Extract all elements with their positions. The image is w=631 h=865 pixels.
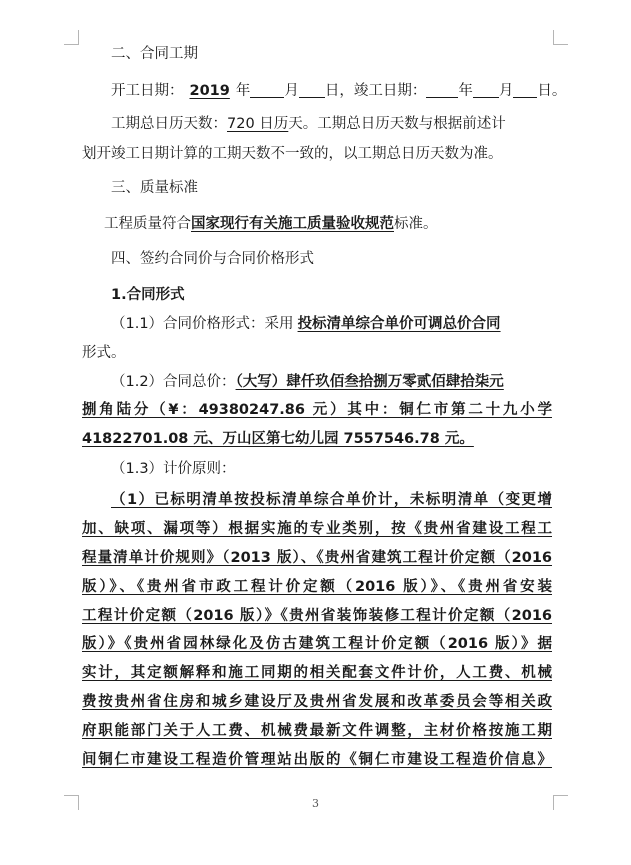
pricing-principle-line: 加、缺项、漏项等）根据实施的专业类别，按《贵州省建设工程工 bbox=[82, 521, 552, 537]
subheading-contract-form: 1.合同形式 bbox=[111, 287, 185, 303]
pricing-principle-line: 工程计价定额（2016 版）》《贵州省装饰装修工程计价定额（2016 bbox=[82, 608, 552, 624]
price-form-line bbox=[111, 314, 505, 334]
start-date-label: 开工日期： bbox=[111, 83, 184, 99]
start-end-date-line bbox=[111, 81, 566, 101]
page-number: 3 bbox=[312, 797, 319, 810]
pricing-principle-line: 版）》、《贵州省市政工程计价定额（2016 版）》、《贵州省安装 bbox=[82, 579, 552, 595]
pricing-principle-line: 间铜仁市建设工程造价管理站出版的《铜仁市建设工程造价信息》 bbox=[82, 752, 552, 768]
price-form-value: 投标清单综合单价可调总价合同 bbox=[297, 316, 501, 332]
pricing-principle-heading: （1.3）计价原则： bbox=[111, 461, 236, 477]
crop-mark-top-left bbox=[64, 30, 79, 45]
section-heading-price: 四、签约合同价与合同价格形式 bbox=[111, 251, 314, 267]
crop-mark-top-right bbox=[553, 30, 568, 45]
end-month-blank bbox=[473, 81, 499, 98]
month-label: 月 bbox=[284, 83, 299, 99]
year-label: 年 bbox=[235, 83, 251, 99]
start-year-value: 2019 bbox=[189, 83, 230, 99]
end-year-blank bbox=[426, 81, 458, 98]
total-days-text: 天。工期总日历天数与根据前述计 bbox=[288, 116, 506, 132]
section-heading-quality: 三、质量标准 bbox=[111, 180, 198, 196]
quality-prefix: 工程质量符合 bbox=[104, 216, 191, 232]
total-days-line bbox=[111, 114, 506, 134]
pricing-principle-line: 程量清单计价规则》（2013 版）、《贵州省建筑工程计价定额（2016 bbox=[82, 550, 552, 566]
quality-line bbox=[104, 214, 438, 234]
pricing-principle-line: 版）》《贵州省园林绿化及仿古建筑工程计价定额（2016 版）》据 bbox=[82, 636, 552, 652]
year-label-2: 年 bbox=[458, 83, 473, 99]
total-days-value: 720 日历 bbox=[227, 116, 289, 132]
month-label-2: 月 bbox=[498, 83, 514, 99]
pricing-principle-line: （1）已标明清单按投标清单综合单价计，未标明清单（变更增 bbox=[111, 492, 552, 508]
quality-suffix: 标准。 bbox=[394, 216, 438, 232]
total-price-prefix: （1.2）合同总价： bbox=[111, 374, 236, 390]
pricing-principle-line: 府职能部门关于人工费、机械费最新文件调整，主材价格按施工期 bbox=[82, 723, 552, 739]
total-price-value-1: （大写）肆仟玖佰叁拾捌万零贰佰肆拾柒元 bbox=[235, 374, 504, 390]
quality-value: 国家现行有关施工质量验收规范 bbox=[191, 216, 394, 232]
total-price-line bbox=[111, 372, 504, 392]
end-date-label: 竣工日期： bbox=[353, 83, 427, 99]
total-price-value-3: 41822701.08 元、万山区第七幼儿园 7557546.78 元。 bbox=[82, 431, 474, 447]
day-end-label: 日。 bbox=[537, 83, 567, 99]
price-form-line-2: 形式。 bbox=[82, 345, 126, 361]
pricing-principle-line: 费按贵州省住房和城乡建设厅及贵州省发展和改革委员会等相关政 bbox=[82, 694, 552, 710]
day-separator: 日， bbox=[324, 83, 354, 99]
end-day-blank bbox=[513, 81, 537, 98]
total-price-value-2: 捌角陆分（¥：49380247.86 元）其中：铜仁市第二十九小学 bbox=[82, 402, 552, 418]
start-day-blank bbox=[299, 81, 325, 98]
total-days-label: 工期总日历天数： bbox=[111, 116, 227, 132]
section-heading-duration: 二、合同工期 bbox=[111, 46, 198, 62]
pricing-principle-line: 实计，其定额解释和施工同期的相关配套文件计价，人工费、机械 bbox=[82, 665, 552, 681]
start-month-blank bbox=[250, 81, 284, 98]
total-days-line-2: 划开竣工日期计算的工期天数不一致的，以工期总日历天数为准。 bbox=[82, 146, 503, 162]
price-form-prefix: （1.1）合同价格形式：采用 bbox=[111, 316, 294, 332]
